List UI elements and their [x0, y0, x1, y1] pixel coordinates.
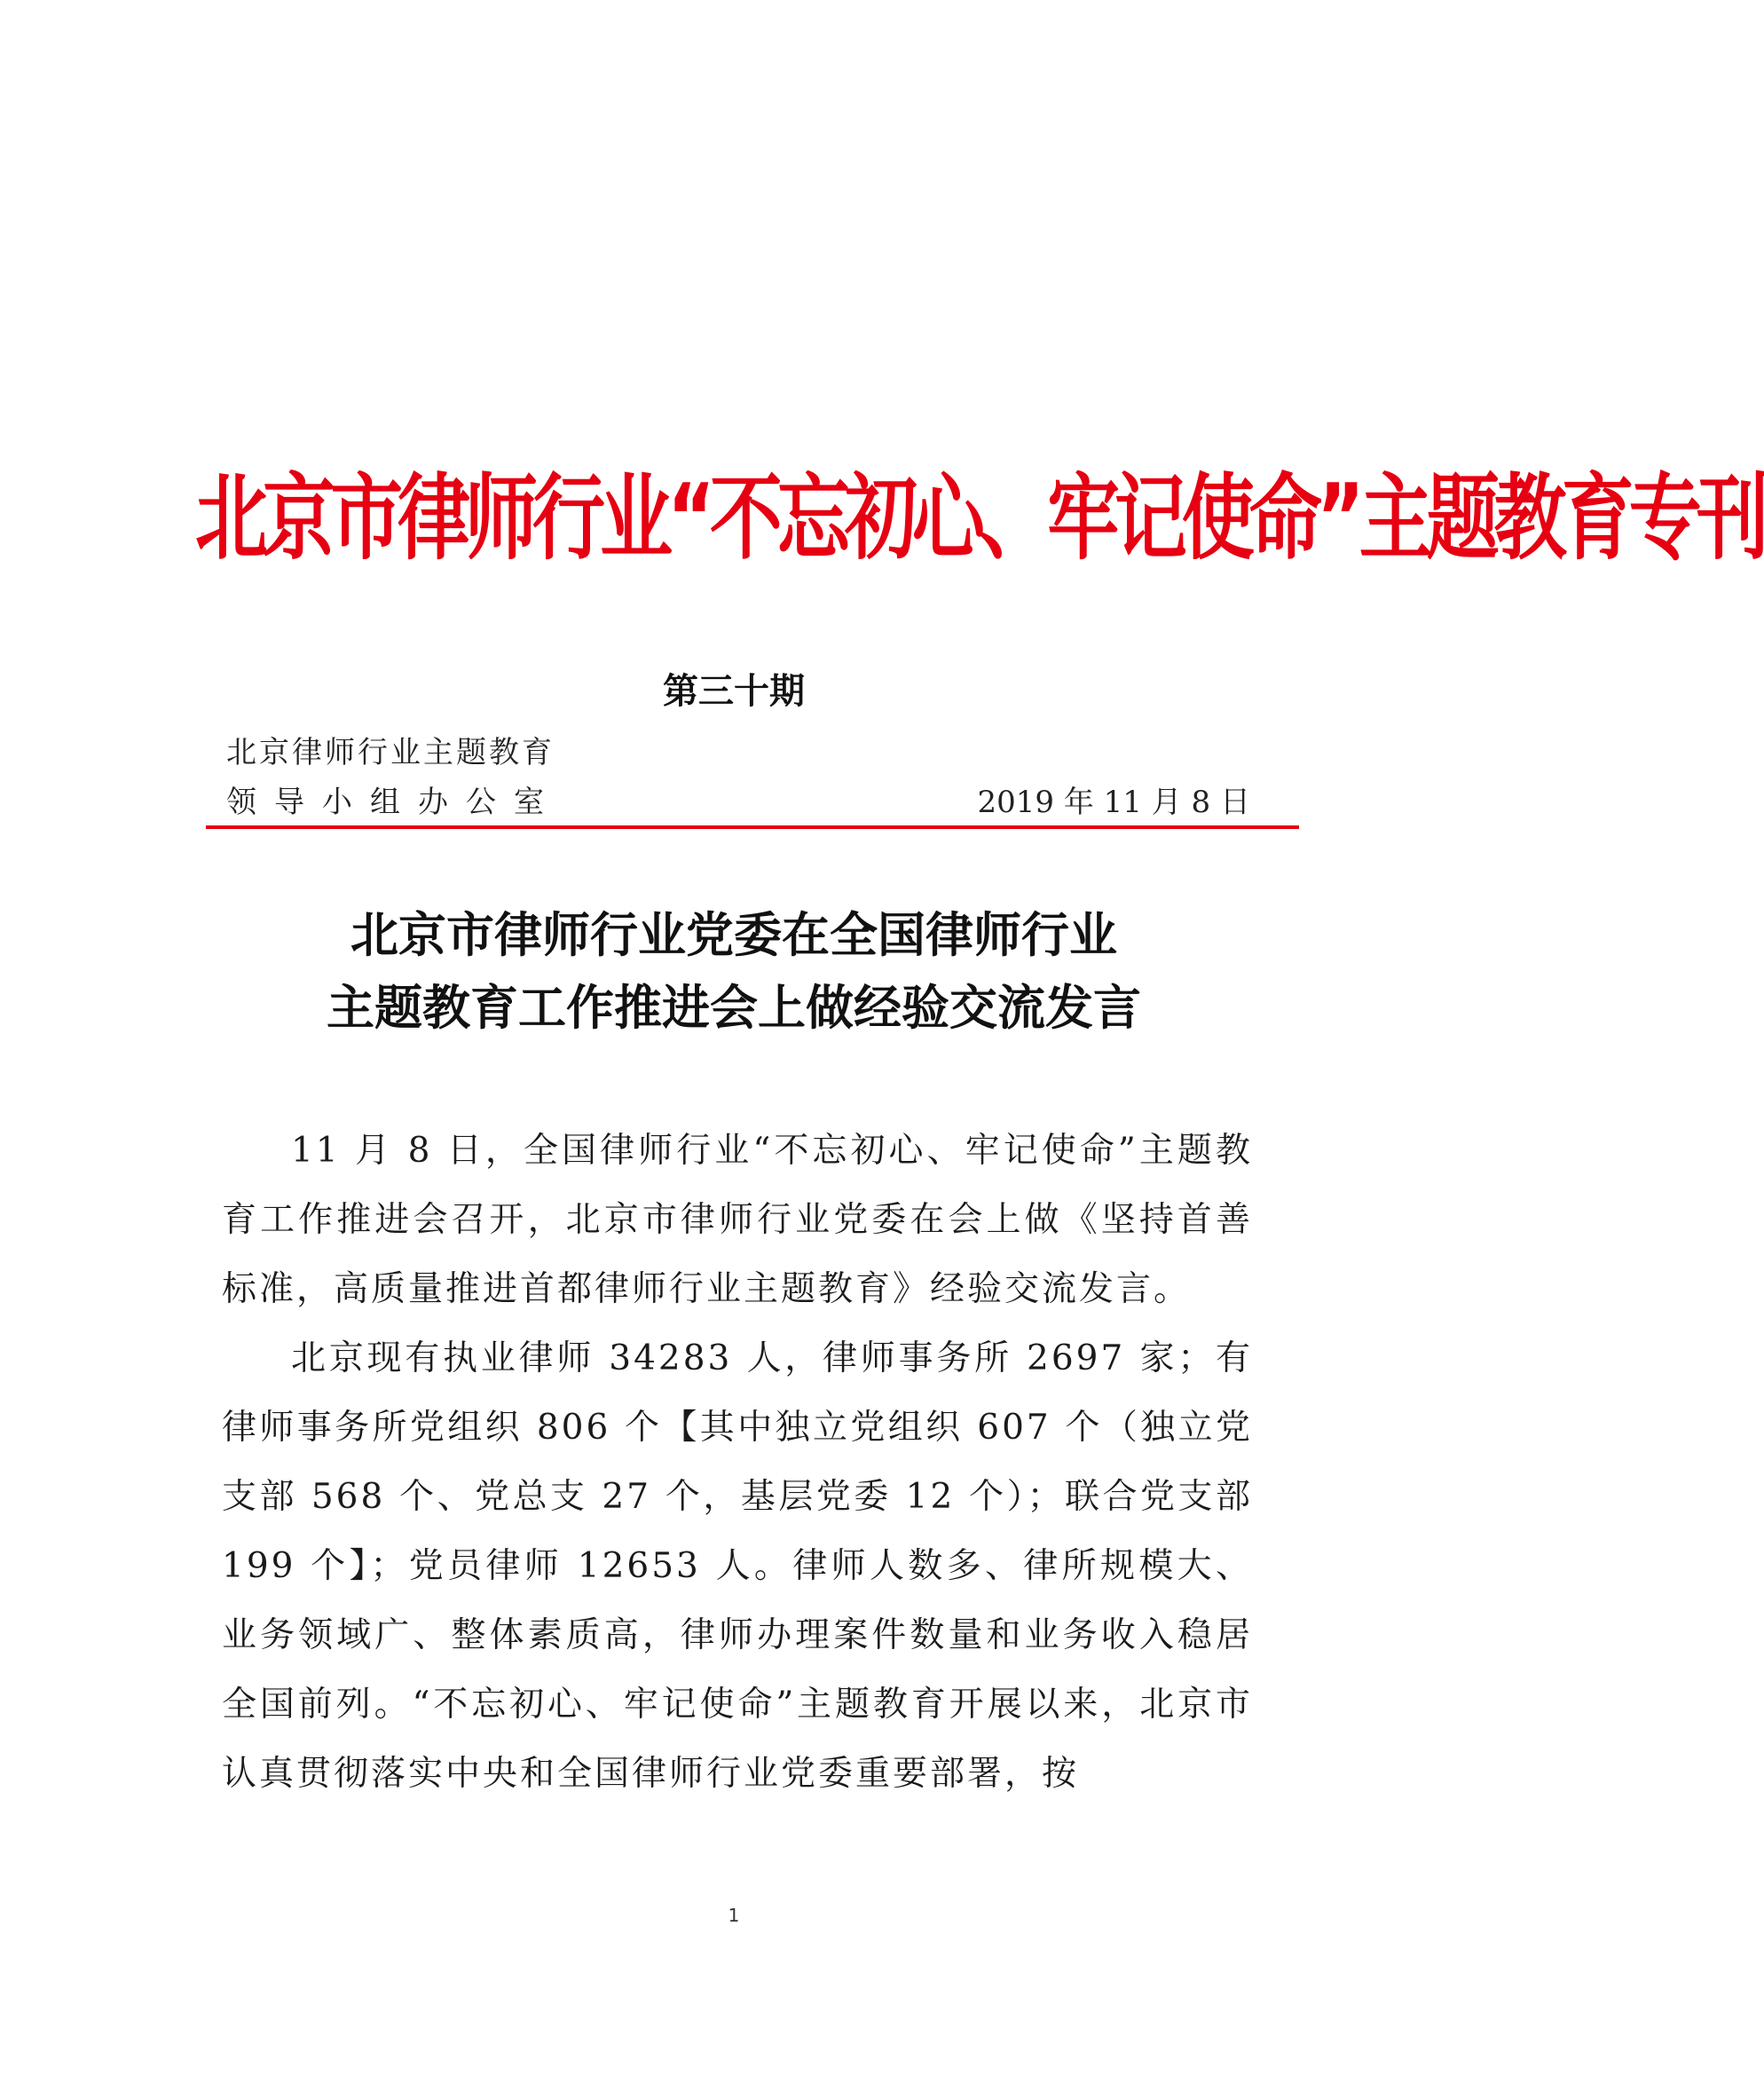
issuer-name-line2: 领导小组办公室	[226, 785, 562, 820]
issuer-name-line1: 北京律师行业主题教育	[226, 735, 555, 770]
article-title-line1: 北京市律师行业党委在全国律师行业	[350, 906, 1117, 963]
article-title	[0, 898, 1468, 1044]
body-paragraph: 北京现有执业律师 34283 人，律师事务所 2697 家；有律师事务所党组织 806 个【其中独立党组织 607 个（独立党支部 568 个、党总支 27 个，基层党委 12 个）；联合党支部 199 个】；党员律师 12653 人。律师人数多、律所规模大、业务领域广、整体素质高，律师办理案件数量和业务收入稳居全国前列。“不忘初心、牢记使命”主题教育开展以来，北京市认真贯彻落实中央和全国律师行业党委重要部署，按	[222, 1338, 1253, 1794]
body-paragraph: 11 月 8 日，全国律师行业“不忘初心、牢记使命”主题教育工作推进会召开，北京市律师行业党委在会上做《坚持首善标准，高质量推进首都律师行业主题教育》经验交流发言。	[222, 1131, 1253, 1309]
issue-date: 2019 年 11 月 8 日	[977, 785, 1250, 820]
page-number: 1	[728, 1905, 740, 1926]
masthead-title: 北京市律师行业“不忘初心、牢记使命”主题教育专刊	[195, 464, 1764, 573]
article-title-line2: 主题教育工作推进会上做经验交流发言	[327, 979, 1141, 1036]
masthead-divider	[206, 825, 1299, 829]
article-body	[222, 1117, 1253, 1809]
issue-number: 第三十期	[663, 671, 805, 712]
